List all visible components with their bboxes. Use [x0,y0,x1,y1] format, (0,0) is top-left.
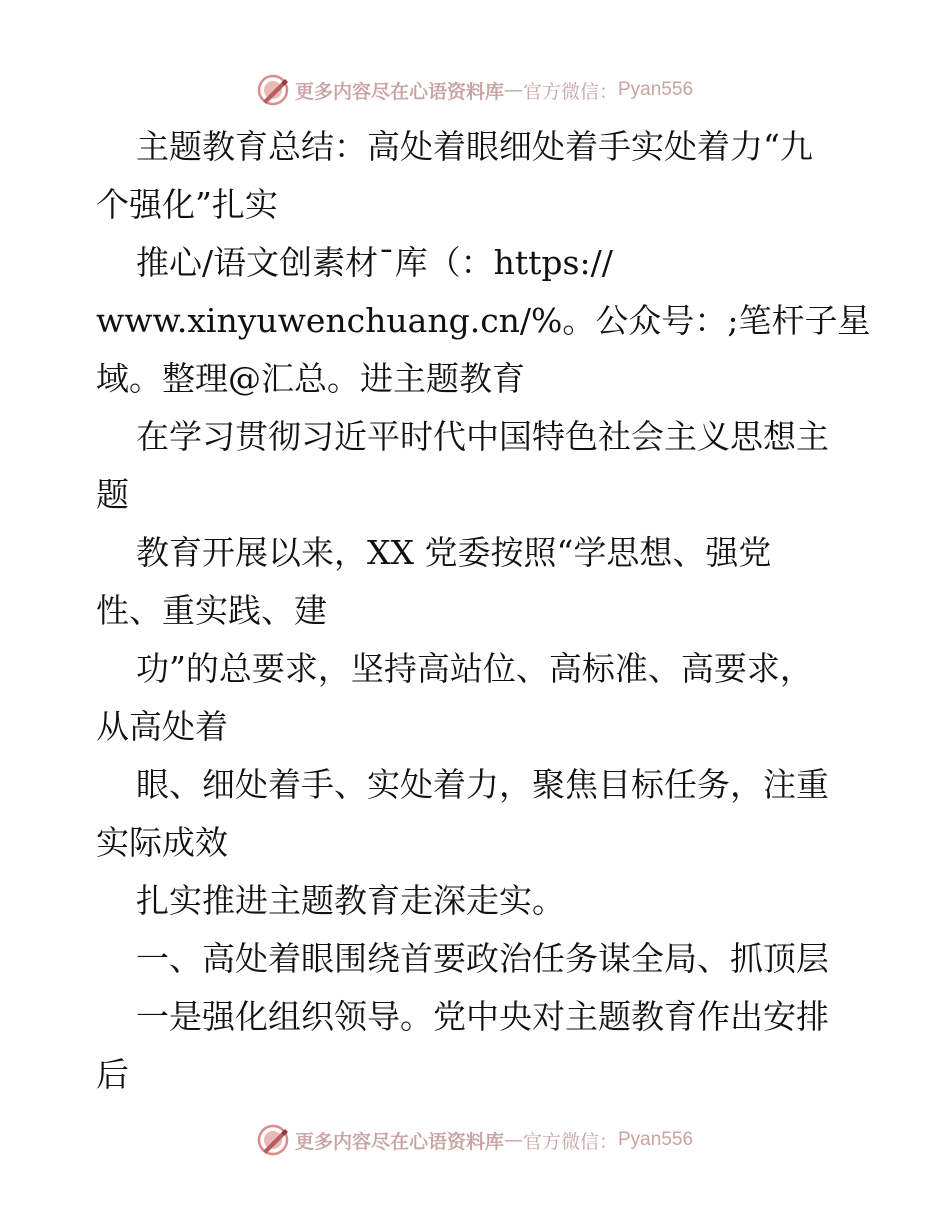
text-line: 个强化”扎实 [96,185,278,224]
text-line: 眼、细处着手、实处着力，聚焦目标任务，注重 [136,765,829,804]
banner-slogan: 更多内容尽在心语资料库 [294,1130,504,1153]
footer-watermark-banner [0,1120,950,1160]
banner-official-label: 官方微信： [522,80,618,103]
banner-slogan: 更多内容尽在心语资料库 [294,80,504,103]
text-line: 扎实推进主题教育走深走实。 [136,881,565,920]
document-body [96,118,871,1104]
banner-separator: — [503,1129,523,1151]
pen-logo-icon [257,74,289,106]
banner-wechat-id: Pyan556 [618,1129,694,1150]
text-line: 性、重实践、建 [96,591,327,630]
banner-wechat-id: Pyan556 [618,79,694,100]
text-line: 一是强化组织领导。党中央对主题教育作出安排 [136,997,829,1036]
text-line: 在学习贯彻习近平时代中国特色社会主义思想主 [136,417,829,456]
text-line: 功”的总要求，坚持高站位、高标准、高要求， [136,649,813,688]
text-line: 一、高处着眼围绕首要政治任务谋全局、抓顶层 [136,939,829,978]
pen-logo-icon [257,1124,289,1156]
text-line: 后 [96,1055,129,1094]
banner-separator: — [503,79,523,101]
text-line: 主题教育总结：高处着眼细处着手实处着力“九 [136,127,813,166]
text-line: 推心/语文创素材¯库（：https:// [136,243,613,282]
banner-official-label: 官方微信： [522,1130,618,1153]
text-line: 从高处着 [96,707,228,746]
text-line: 域。整理@汇总。进主题教育 [96,359,525,398]
header-watermark-banner [0,70,950,110]
text-line: 教育开展以来，XX 党委按照“学思想、强党 [136,533,772,572]
text-line: 实际成效 [96,823,228,862]
text-line: 题 [96,475,129,514]
text-line: www.xinyuwenchuang.cn/%。公众号：;笔杆子星 [96,301,871,340]
